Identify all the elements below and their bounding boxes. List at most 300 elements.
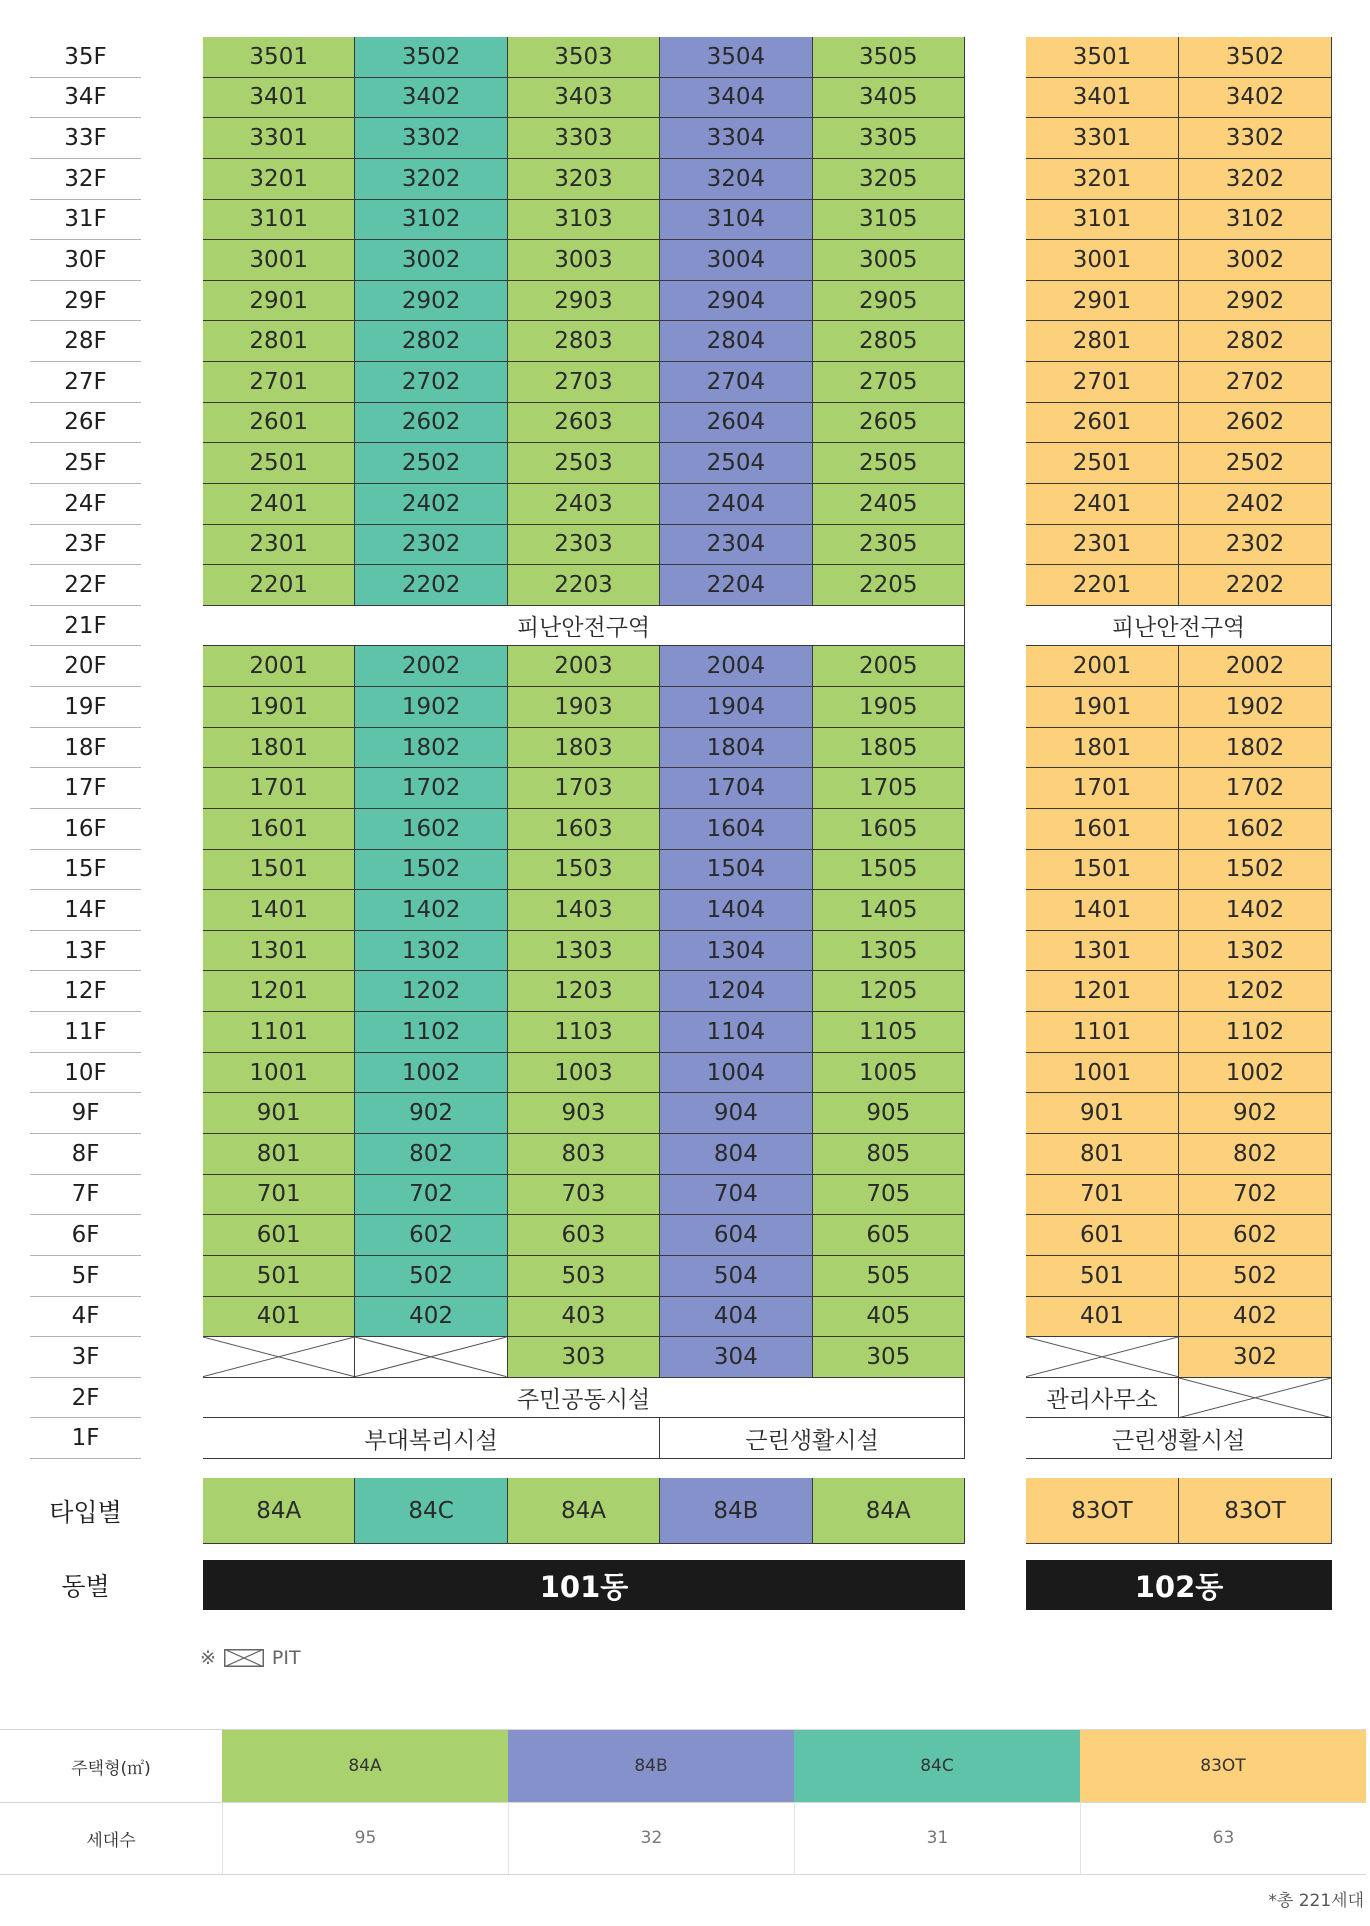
unit-cell: 1002	[355, 1053, 507, 1094]
unit-cell: 1402	[355, 890, 507, 931]
unit-cell: 1304	[660, 931, 812, 972]
unit-cell: 2302	[355, 525, 507, 566]
unit-cell: 403	[508, 1297, 660, 1338]
unit-cell: 401	[203, 1297, 355, 1338]
unit-cell: 1702	[1179, 768, 1332, 809]
unit-cell: 1505	[813, 850, 965, 891]
floor-label: 3F	[30, 1337, 141, 1378]
unit-cell: 401	[1026, 1297, 1179, 1338]
floor-label: 17F	[30, 768, 141, 809]
floor-label: 22F	[30, 565, 141, 606]
unit-cell: 2501	[1026, 443, 1179, 484]
unit-cell: 1802	[355, 728, 507, 769]
unit-cell: 3301	[1026, 118, 1179, 159]
unit-cell: 1605	[813, 809, 965, 850]
unit-cell: 703	[508, 1175, 660, 1216]
unit-cell: 1203	[508, 971, 660, 1012]
unit-cell: 3302	[355, 118, 507, 159]
unit-cell: 2501	[203, 443, 355, 484]
unit-cell: 1201	[203, 971, 355, 1012]
unit-cell: 2504	[660, 443, 812, 484]
unit-cell: 1105	[813, 1012, 965, 1053]
floor-label: 32F	[30, 159, 141, 200]
unit-cell: 2305	[813, 525, 965, 566]
floor-label: 25F	[30, 443, 141, 484]
unit-cell: 705	[813, 1175, 965, 1216]
unit-cell: 3004	[660, 240, 812, 281]
unit-cell: 1602	[1179, 809, 1332, 850]
unit-cell: 2402	[355, 484, 507, 525]
floor-label: 1F	[30, 1418, 141, 1459]
unit-cell: 3103	[508, 200, 660, 241]
unit-cell: 1801	[203, 728, 355, 769]
unit-cell: 2401	[203, 484, 355, 525]
floor-label: 30F	[30, 240, 141, 281]
unit-cell: 2704	[660, 362, 812, 403]
floor-label: 4F	[30, 1297, 141, 1338]
unit-cell: 3505	[813, 37, 965, 78]
unit-cell: 3005	[813, 240, 965, 281]
building-102-grid	[1026, 37, 1332, 1459]
unit-cell: 1901	[1026, 687, 1179, 728]
unit-cell: 1501	[203, 850, 355, 891]
floor-label: 16F	[30, 809, 141, 850]
unit-cell: 305	[813, 1337, 965, 1378]
floor-label: 7F	[30, 1175, 141, 1216]
unit-cell: 2905	[813, 281, 965, 322]
unit-cell: 3501	[203, 37, 355, 78]
unit-cell: 1005	[813, 1053, 965, 1094]
unit-cell: 3002	[1179, 240, 1332, 281]
floor-label: 2F	[30, 1378, 141, 1419]
unit-cell: 601	[1026, 1215, 1179, 1256]
unit-cell: 602	[355, 1215, 507, 1256]
unit-cell: 1604	[660, 809, 812, 850]
unit-cell: 2402	[1179, 484, 1332, 525]
summary-header-row	[0, 1729, 1366, 1803]
community-facility-cell: 주민공동시설	[203, 1378, 965, 1419]
unit-cell: 502	[1179, 1256, 1332, 1297]
unit-cell: 3104	[660, 200, 812, 241]
unit-cell: 3405	[813, 78, 965, 119]
floor-label: 5F	[30, 1256, 141, 1297]
unit-cell: 1701	[203, 768, 355, 809]
unit-cell: 402	[1179, 1297, 1332, 1338]
unit-cell: 1602	[355, 809, 507, 850]
summary-count-cell: 32	[508, 1802, 794, 1874]
unit-cell: 2902	[1179, 281, 1332, 322]
summary-type-cell: 84C	[794, 1730, 1080, 1802]
unit-cell: 2403	[508, 484, 660, 525]
unit-cell: 1001	[203, 1053, 355, 1094]
unit-cell: 3001	[203, 240, 355, 281]
unit-cell: 1402	[1179, 890, 1332, 931]
pit-cell	[1026, 1337, 1179, 1378]
unit-cell: 1502	[1179, 850, 1332, 891]
unit-cell: 3102	[355, 200, 507, 241]
unit-cell: 2301	[1026, 525, 1179, 566]
summary-count-cell: 95	[222, 1802, 508, 1874]
type-cell: 83OT	[1026, 1478, 1179, 1544]
unit-cell: 2904	[660, 281, 812, 322]
floor-labels	[30, 37, 141, 1459]
floor-label: 14F	[30, 890, 141, 931]
unit-cell: 601	[203, 1215, 355, 1256]
unit-cell: 3205	[813, 159, 965, 200]
unit-cell: 1102	[1179, 1012, 1332, 1053]
summary-count-label: 세대수	[86, 1830, 136, 1851]
summary-type-cell: 84B	[508, 1730, 794, 1802]
unit-cell: 503	[508, 1256, 660, 1297]
unit-cell: 3302	[1179, 118, 1332, 159]
unit-cell: 1502	[355, 850, 507, 891]
unit-cell: 2901	[1026, 281, 1179, 322]
unit-cell: 2401	[1026, 484, 1179, 525]
unit-cell: 3102	[1179, 200, 1332, 241]
unit-cell: 2605	[813, 403, 965, 444]
floor-label: 9F	[30, 1093, 141, 1134]
unit-cell: 1003	[508, 1053, 660, 1094]
unit-cell: 3503	[508, 37, 660, 78]
floor-label: 31F	[30, 200, 141, 241]
unit-cell: 3201	[203, 159, 355, 200]
unit-cell: 1204	[660, 971, 812, 1012]
unit-cell: 303	[508, 1337, 660, 1378]
unit-cell: 1205	[813, 971, 965, 1012]
floor-label: 21F	[30, 606, 141, 647]
unit-cell: 3502	[355, 37, 507, 78]
unit-cell: 905	[813, 1093, 965, 1134]
building-101-type-row	[203, 1478, 965, 1544]
refuge-zone-cell: 피난안전구역	[203, 606, 965, 647]
unit-cell: 2404	[660, 484, 812, 525]
unit-cell: 3202	[1179, 159, 1332, 200]
unit-cell: 2503	[508, 443, 660, 484]
unit-cell: 2604	[660, 403, 812, 444]
unit-cell: 1501	[1026, 850, 1179, 891]
unit-cell: 3204	[660, 159, 812, 200]
floor-label: 13F	[30, 931, 141, 972]
floor-label: 8F	[30, 1134, 141, 1175]
unit-cell: 1603	[508, 809, 660, 850]
unit-cell: 1904	[660, 687, 812, 728]
unit-cell: 3501	[1026, 37, 1179, 78]
unit-cell: 1802	[1179, 728, 1332, 769]
unit-cell: 2005	[813, 646, 965, 687]
summary-count-cell: 31	[794, 1802, 1080, 1874]
unit-cell: 1405	[813, 890, 965, 931]
unit-cell: 1805	[813, 728, 965, 769]
unit-cell: 3402	[1179, 78, 1332, 119]
unit-cell: 2903	[508, 281, 660, 322]
type-cell: 83OT	[1179, 1478, 1332, 1544]
unit-cell: 2902	[355, 281, 507, 322]
pit-legend	[200, 1644, 301, 1672]
unit-cell: 1104	[660, 1012, 812, 1053]
unit-cell: 2505	[813, 443, 965, 484]
unit-cell: 2801	[203, 321, 355, 362]
unit-cell: 2304	[660, 525, 812, 566]
unit-cell: 1902	[355, 687, 507, 728]
floor-label: 6F	[30, 1215, 141, 1256]
floor-label: 10F	[30, 1053, 141, 1094]
unit-cell: 3303	[508, 118, 660, 159]
unit-cell: 801	[203, 1134, 355, 1175]
unit-cell: 1102	[355, 1012, 507, 1053]
unit-cell: 2603	[508, 403, 660, 444]
unit-cell: 2502	[1179, 443, 1332, 484]
unit-cell: 2302	[1179, 525, 1332, 566]
floor-label: 20F	[30, 646, 141, 687]
summary-header-label: 주택형(㎡)	[71, 1758, 151, 1779]
unit-cell: 3003	[508, 240, 660, 281]
unit-cell: 2602	[1179, 403, 1332, 444]
unit-cell: 2802	[1179, 321, 1332, 362]
building-row-label: 동별	[61, 1572, 110, 1601]
unit-cell: 302	[1179, 1337, 1332, 1378]
type-cell: 84A	[813, 1478, 965, 1544]
unit-cell: 1705	[813, 768, 965, 809]
summary-count-row	[0, 1802, 1366, 1875]
unit-cell: 2301	[203, 525, 355, 566]
summary-type-cell: 84A	[222, 1730, 508, 1802]
unit-cell: 1801	[1026, 728, 1179, 769]
unit-cell: 2601	[203, 403, 355, 444]
unit-cell: 2703	[508, 362, 660, 403]
floor-label: 27F	[30, 362, 141, 403]
unit-cell: 2601	[1026, 403, 1179, 444]
unit-cell: 2205	[813, 565, 965, 606]
floor-label: 19F	[30, 687, 141, 728]
unit-cell: 802	[1179, 1134, 1332, 1175]
unit-cell: 702	[355, 1175, 507, 1216]
floor-label: 28F	[30, 321, 141, 362]
unit-cell: 2803	[508, 321, 660, 362]
unit-cell: 3403	[508, 78, 660, 119]
unit-cell: 1302	[1179, 931, 1332, 972]
unit-cell: 602	[1179, 1215, 1332, 1256]
unit-cell: 803	[508, 1134, 660, 1175]
unit-cell: 2201	[1026, 565, 1179, 606]
unit-cell: 3401	[1026, 78, 1179, 119]
unit-cell: 1305	[813, 931, 965, 972]
unit-cell: 605	[813, 1215, 965, 1256]
type-cell: 84C	[355, 1478, 507, 1544]
unit-cell: 2202	[1179, 565, 1332, 606]
unit-cell: 1601	[1026, 809, 1179, 850]
unit-cell: 1504	[660, 850, 812, 891]
unit-cell: 901	[1026, 1093, 1179, 1134]
unit-cell: 3301	[203, 118, 355, 159]
unit-cell: 3404	[660, 78, 812, 119]
floor-label: 18F	[30, 728, 141, 769]
unit-cell: 1905	[813, 687, 965, 728]
refuge-zone-cell: 피난안전구역	[1026, 606, 1332, 647]
unit-cell: 3101	[1026, 200, 1179, 241]
unit-cell: 1703	[508, 768, 660, 809]
floor-label: 35F	[30, 37, 141, 78]
unit-cell: 1803	[508, 728, 660, 769]
unit-cell: 1701	[1026, 768, 1179, 809]
pit-cell	[203, 1337, 355, 1378]
unit-cell: 702	[1179, 1175, 1332, 1216]
unit-cell: 704	[660, 1175, 812, 1216]
type-cell: 84A	[508, 1478, 660, 1544]
unit-cell: 3202	[355, 159, 507, 200]
unit-cell: 1101	[203, 1012, 355, 1053]
unit-cell: 2702	[355, 362, 507, 403]
unit-cell: 903	[508, 1093, 660, 1134]
unit-cell: 1903	[508, 687, 660, 728]
unit-cell: 2801	[1026, 321, 1179, 362]
unit-cell: 2203	[508, 565, 660, 606]
unit-cell: 804	[660, 1134, 812, 1175]
unit-cell: 2804	[660, 321, 812, 362]
unit-cell: 2702	[1179, 362, 1332, 403]
unit-cell: 1702	[355, 768, 507, 809]
pit-swatch-icon	[224, 1649, 264, 1667]
unit-cell: 405	[813, 1297, 965, 1338]
unit-cell: 1202	[1179, 971, 1332, 1012]
unit-cell: 3002	[355, 240, 507, 281]
unit-cell: 1503	[508, 850, 660, 891]
unit-cell: 1201	[1026, 971, 1179, 1012]
unit-cell: 3203	[508, 159, 660, 200]
unit-cell: 402	[355, 1297, 507, 1338]
unit-cell: 1101	[1026, 1012, 1179, 1053]
unit-cell: 1704	[660, 768, 812, 809]
unit-cell: 3305	[813, 118, 965, 159]
unit-cell: 2002	[355, 646, 507, 687]
unit-cell: 3504	[660, 37, 812, 78]
unit-cell: 2001	[1026, 646, 1179, 687]
unit-cell: 2003	[508, 646, 660, 687]
unit-cell: 902	[1179, 1093, 1332, 1134]
unit-cell: 1004	[660, 1053, 812, 1094]
unit-cell: 2805	[813, 321, 965, 362]
pit-cell	[355, 1337, 507, 1378]
unit-cell: 3502	[1179, 37, 1332, 78]
welfare-facility-cell: 부대복리시설	[203, 1418, 660, 1459]
unit-cell: 501	[1026, 1256, 1179, 1297]
unit-cell: 801	[1026, 1134, 1179, 1175]
unit-cell: 502	[355, 1256, 507, 1297]
unit-cell: 1404	[660, 890, 812, 931]
unit-cell: 802	[355, 1134, 507, 1175]
unit-cell: 505	[813, 1256, 965, 1297]
unit-cell: 3201	[1026, 159, 1179, 200]
unit-cell: 1302	[355, 931, 507, 972]
unit-cell: 1202	[355, 971, 507, 1012]
retail-facility-cell: 근린생활시설	[660, 1418, 965, 1459]
summary-type-cell: 83OT	[1080, 1730, 1366, 1802]
summary-count-cell: 63	[1080, 1802, 1366, 1874]
floor-label: 23F	[30, 525, 141, 566]
pit-cell	[1179, 1378, 1332, 1419]
unit-cell: 701	[203, 1175, 355, 1216]
pit-legend-label: PIT	[271, 1647, 301, 1669]
unit-cell: 1301	[1026, 931, 1179, 972]
unit-cell: 2201	[203, 565, 355, 606]
unit-cell: 2701	[203, 362, 355, 403]
unit-cell: 2602	[355, 403, 507, 444]
retail-facility-cell: 근린생활시설	[1026, 1418, 1332, 1459]
unit-cell: 2405	[813, 484, 965, 525]
building-102-type-row	[1026, 1478, 1332, 1544]
unit-cell: 1001	[1026, 1053, 1179, 1094]
total-units-note: *총 221세대	[1268, 1891, 1364, 1911]
unit-cell: 304	[660, 1337, 812, 1378]
unit-cell: 1804	[660, 728, 812, 769]
unit-cell: 701	[1026, 1175, 1179, 1216]
floor-label: 24F	[30, 484, 141, 525]
unit-cell: 2502	[355, 443, 507, 484]
unit-cell: 1902	[1179, 687, 1332, 728]
unit-cell: 2202	[355, 565, 507, 606]
floor-label: 15F	[30, 850, 141, 891]
unit-cell: 3105	[813, 200, 965, 241]
unit-cell: 2004	[660, 646, 812, 687]
unit-cell: 3402	[355, 78, 507, 119]
unit-cell: 1601	[203, 809, 355, 850]
unit-cell: 501	[203, 1256, 355, 1297]
building-102-bar: 102동	[1026, 1560, 1332, 1610]
unit-cell: 2001	[203, 646, 355, 687]
unit-cell: 805	[813, 1134, 965, 1175]
unit-cell: 1002	[1179, 1053, 1332, 1094]
building-101-bar: 101동	[203, 1560, 965, 1610]
unit-cell: 904	[660, 1093, 812, 1134]
unit-cell: 3101	[203, 200, 355, 241]
type-cell: 84A	[203, 1478, 355, 1544]
unit-cell: 1301	[203, 931, 355, 972]
floor-label: 33F	[30, 118, 141, 159]
unit-cell: 1401	[203, 890, 355, 931]
unit-cell: 603	[508, 1215, 660, 1256]
unit-cell: 2002	[1179, 646, 1332, 687]
unit-cell: 3304	[660, 118, 812, 159]
unit-cell: 1403	[508, 890, 660, 931]
unit-cell: 902	[355, 1093, 507, 1134]
unit-cell: 2701	[1026, 362, 1179, 403]
note-symbol: ※	[200, 1647, 216, 1669]
unit-cell: 604	[660, 1215, 812, 1256]
floor-label: 29F	[30, 281, 141, 322]
unit-cell: 3001	[1026, 240, 1179, 281]
unit-cell: 1103	[508, 1012, 660, 1053]
unit-cell: 504	[660, 1256, 812, 1297]
unit-cell: 901	[203, 1093, 355, 1134]
type-cell: 84B	[660, 1478, 812, 1544]
management-office-cell: 관리사무소	[1026, 1378, 1179, 1419]
unit-cell: 404	[660, 1297, 812, 1338]
unit-cell: 3401	[203, 78, 355, 119]
building-101-grid	[203, 37, 965, 1459]
floor-label: 12F	[30, 971, 141, 1012]
floor-label: 26F	[30, 403, 141, 444]
unit-cell: 1303	[508, 931, 660, 972]
unit-cell: 2705	[813, 362, 965, 403]
unit-cell: 2303	[508, 525, 660, 566]
floor-label: 34F	[30, 78, 141, 119]
unit-cell: 2901	[203, 281, 355, 322]
unit-cell: 1401	[1026, 890, 1179, 931]
unit-cell: 2204	[660, 565, 812, 606]
type-row-label: 타입별	[49, 1498, 122, 1527]
unit-cell: 1901	[203, 687, 355, 728]
floor-label: 11F	[30, 1012, 141, 1053]
unit-cell: 2802	[355, 321, 507, 362]
